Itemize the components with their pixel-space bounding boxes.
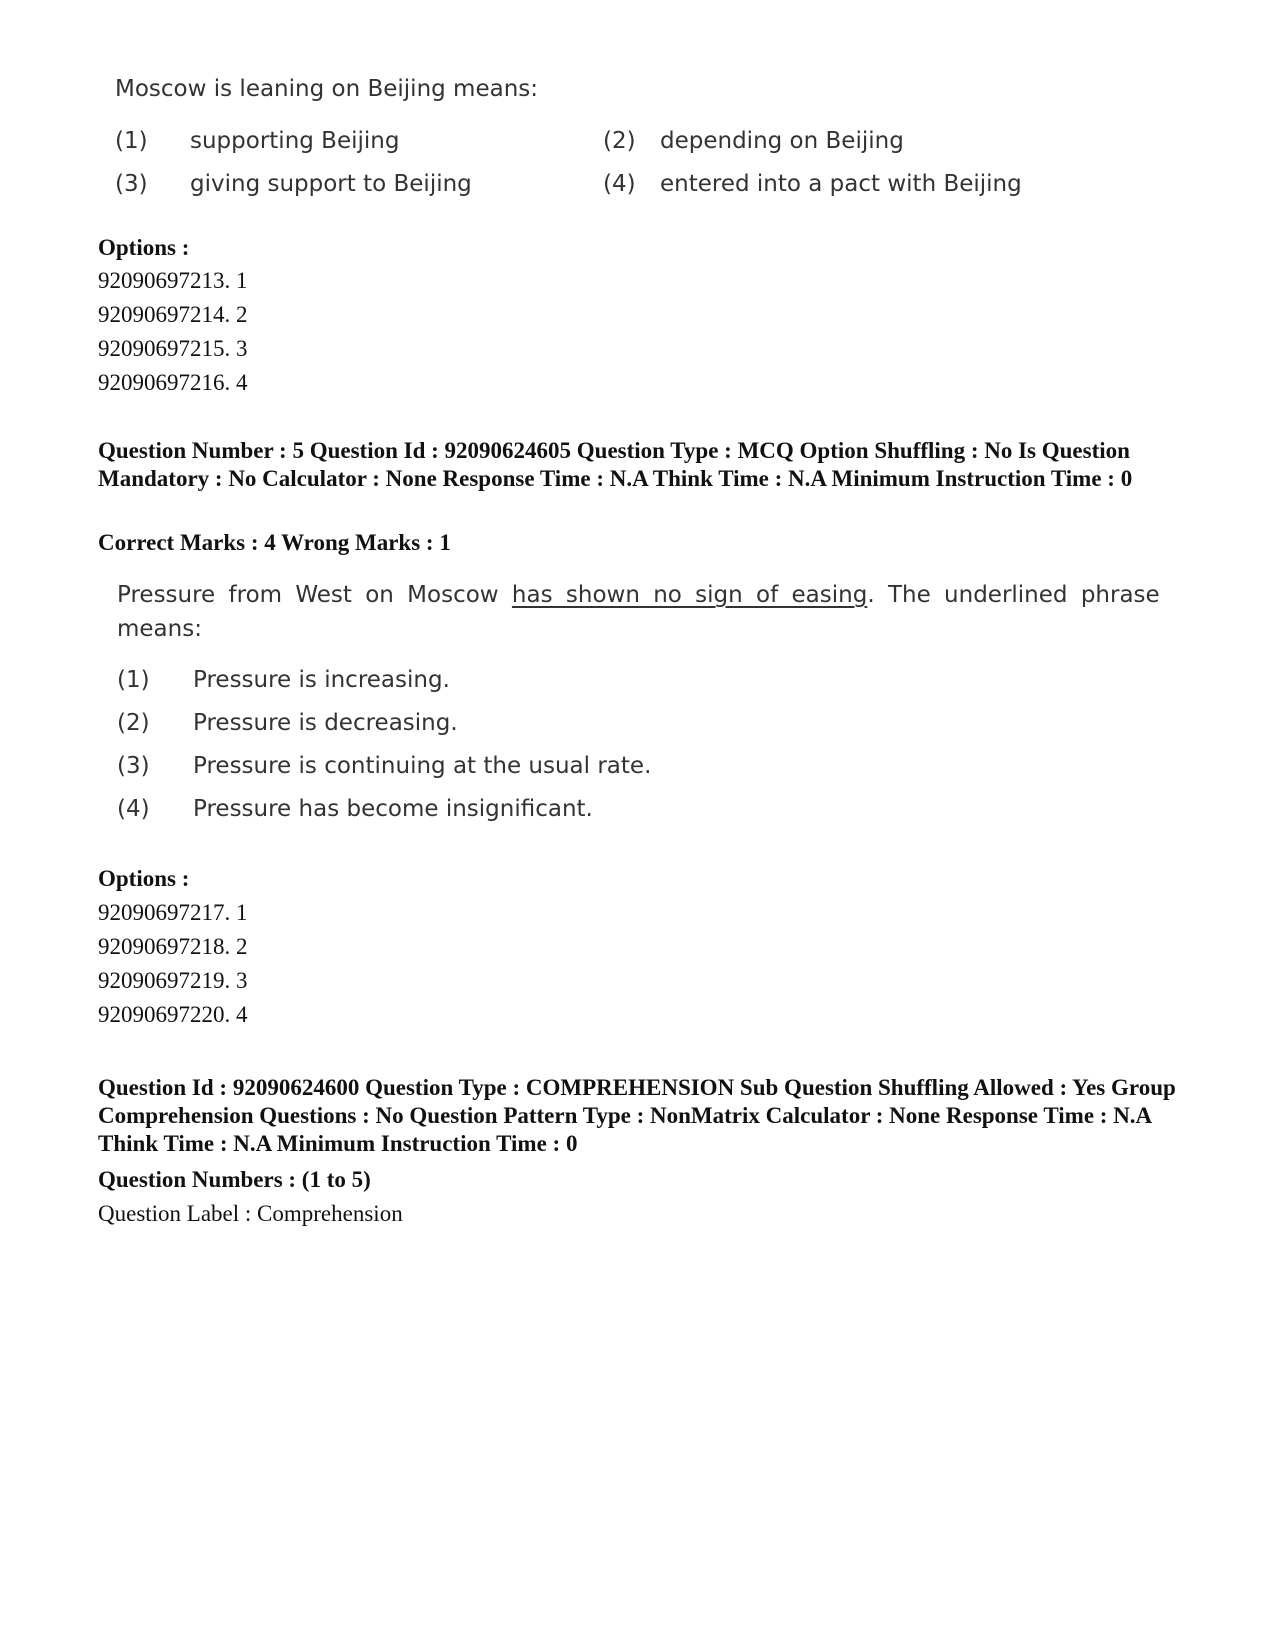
question-5-choice-4-text: Pressure has become insignificant. (193, 796, 593, 822)
question-4-choice-3-number: (3) (115, 171, 148, 197)
question-4-stem: Moscow is leaning on Beijing means: (115, 76, 539, 102)
question-4-choice-1-number: (1) (115, 128, 148, 154)
question-4-choice-2-text: depending on Beijing (660, 128, 904, 154)
question-5-stem-after: . The underlined phrase (867, 582, 1160, 608)
comprehension-metadata: Question Id : 92090624600 Question Type : COMPREHENSION Sub Question Shuffling Allowed : Yes Group Comprehension Questions : No Question Pattern Type : NonMatrix Calculator : None Response Time : N.A Think Time : N.A Minimum Instruction Time : 0 (98, 1075, 1176, 1156)
comprehension-question-label: Question Label : Comprehension (98, 1201, 403, 1226)
question-4-choice-1-text: supporting Beijing (190, 128, 400, 154)
question-4-image (0, 0, 1275, 220)
question-5-choice-4-number: (4) (117, 796, 150, 822)
question-5-choice-3-number: (3) (117, 753, 150, 779)
question-5-choice-2-number: (2) (117, 710, 150, 736)
question-5-choice-1-number: (1) (117, 667, 150, 693)
question-4-option-4: 92090697216. 4 (98, 370, 248, 395)
question-5-choice-2-text: Pressure is decreasing. (193, 710, 458, 736)
question-5-stem-line-1 (117, 582, 1160, 608)
question-5-image (0, 570, 1275, 840)
question-5-option-4: 92090697220. 4 (98, 1002, 248, 1027)
question-5-option-2: 92090697218. 2 (98, 934, 248, 959)
question-5-stem-line-2: means: (117, 616, 202, 642)
question-4-options-label: Options : (98, 235, 190, 260)
question-5-option-1: 92090697217. 1 (98, 900, 248, 925)
question-5-stem-before: Pressure from West on Moscow (117, 582, 499, 608)
question-4-option-2: 92090697214. 2 (98, 302, 248, 327)
question-5-option-3: 92090697219. 3 (98, 968, 248, 993)
question-4-choice-3-text: giving support to Beijing (190, 171, 472, 197)
question-5-metadata: Question Number : 5 Question Id : 92090624605 Question Type : MCQ Option Shuffling : No Is Question Mandatory : No Calculator : None Response Time : N.A Think Time : N.A Minimum Instruction Time : 0 (98, 438, 1133, 491)
question-4-choice-4-number: (4) (603, 171, 636, 197)
question-4-option-1: 92090697213. 1 (98, 268, 248, 293)
question-5-marks: Correct Marks : 4 Wrong Marks : 1 (98, 530, 451, 555)
question-4-option-3: 92090697215. 3 (98, 336, 248, 361)
question-4-choice-4-text: entered into a pact with Beijing (660, 171, 1022, 197)
question-4-choice-2-number: (2) (603, 128, 636, 154)
question-5-options-label: Options : (98, 866, 190, 891)
question-5-stem-underlined: has shown no sign of easing (511, 582, 868, 608)
question-5-choice-3-text: Pressure is continuing at the usual rate. (193, 753, 652, 779)
comprehension-question-numbers: Question Numbers : (1 to 5) (98, 1167, 371, 1192)
question-5-choice-1-text: Pressure is increasing. (193, 667, 450, 693)
